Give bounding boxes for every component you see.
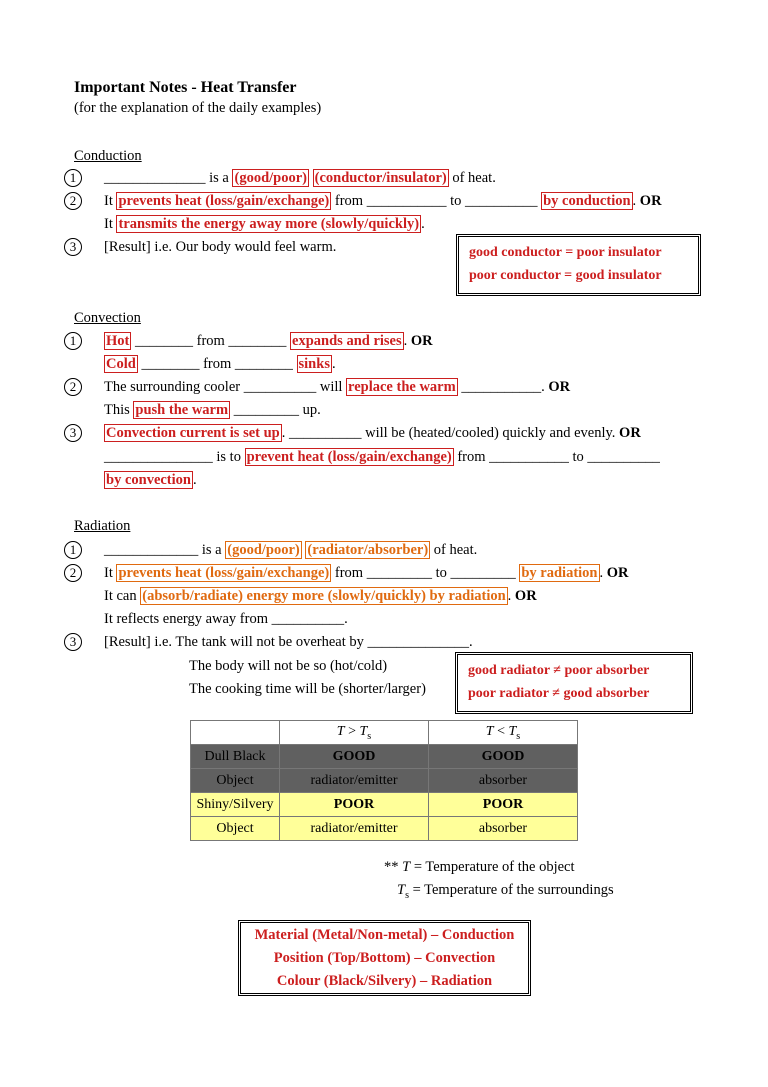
text: . (599, 565, 607, 581)
convection-line-2 (104, 354, 336, 374)
radiation-result-cooking: The cooking time will be (shorter/larger) (189, 681, 426, 697)
keyword-by-radiation: by radiation (521, 565, 598, 581)
radiation-line-2 (104, 563, 629, 583)
radiation-line-1 (104, 540, 477, 560)
keyword-conductor-insulator: (conductor/insulator) (314, 170, 447, 186)
convection-line-4 (104, 400, 321, 420)
table-cell: GOOD (429, 745, 578, 769)
text: ________ from ________ (131, 333, 291, 349)
convection-line-6 (104, 447, 660, 467)
keyword-expands-rises: expands and rises (292, 333, 402, 349)
keyword-prevents-heat: prevents heat (loss/gain/exchange) (118, 565, 330, 581)
table-cell: Shiny/Silvery (191, 793, 280, 817)
text: T (397, 882, 406, 898)
table-row (191, 817, 578, 841)
table-cell: absorber (429, 769, 578, 793)
page-subtitle: (for the explanation of the daily examples) (74, 100, 322, 116)
radiation-table (190, 720, 578, 841)
text: . (331, 356, 336, 372)
text: of heat. (448, 170, 496, 186)
text: It (104, 216, 117, 232)
text: _______________ is to (104, 449, 245, 465)
radiation-result-body: The body will not be so (hot/cold) (189, 658, 388, 674)
keyword-sinks: sinks (298, 356, 330, 372)
text: s (516, 730, 521, 742)
text: It (104, 565, 117, 581)
conduction-number-3: 3 (64, 238, 82, 256)
text: ___________. (457, 379, 549, 395)
table-header-row (191, 721, 578, 745)
table-cell: radiator/emitter (280, 817, 429, 841)
table-cell: Dull Black (191, 745, 280, 769)
text: ______________ is a (104, 170, 233, 186)
table-cell: GOOD (280, 745, 429, 769)
text: _____________ is a (104, 542, 226, 558)
keyword-convection-current: Convection current is set up (106, 425, 280, 441)
box-line-1: good radiator ≠ poor absorber (468, 663, 650, 678)
text: s (367, 730, 372, 742)
convection-number-1: 1 (64, 332, 82, 350)
text: s (405, 889, 409, 901)
page-title: Important Notes - Heat Transfer (74, 79, 297, 96)
radiation-result: [Result] i.e. The tank will not be overheat by ______________. (104, 634, 473, 650)
table-header-empty (191, 721, 280, 745)
or-label: OR (606, 565, 629, 581)
table-header-cold (429, 721, 578, 745)
text: . __________ will be (heated/cooled) quickly and evenly. (281, 425, 620, 441)
conduction-heading: Conduction (74, 148, 142, 164)
radiation-heading: Radiation (74, 518, 131, 534)
keyword-cold: Cold (106, 356, 136, 372)
keyword-prevents-heat: prevents heat (loss/gain/exchange) (118, 193, 330, 209)
keyword-hot: Hot (106, 333, 130, 349)
keyword-by-convection: by convection (106, 472, 191, 488)
conduction-line-1 (104, 168, 496, 188)
summary-line-3: Colour (Black/Silvery) – Radiation (276, 973, 493, 989)
text: . (632, 193, 640, 209)
conduction-number-2: 2 (64, 192, 82, 210)
radiator-absorber-box (455, 652, 693, 714)
radiation-number-2: 2 (64, 564, 82, 582)
summary-line-2: Position (Top/Bottom) – Convection (273, 950, 496, 966)
box-line-1: good conductor = poor insulator (469, 245, 662, 260)
text: from ___________ to __________ (331, 193, 542, 209)
radiation-line-3 (104, 586, 537, 606)
conduction-result: [Result] i.e. Our body would feel warm. (104, 239, 337, 255)
or-label: OR (514, 588, 537, 604)
keyword-good-poor: (good/poor) (234, 170, 307, 186)
text: from _________ to _________ (331, 565, 520, 581)
conductor-insulator-box (456, 234, 701, 296)
or-label: OR (410, 333, 433, 349)
text: T (359, 723, 368, 739)
keyword-good-poor: (good/poor) (227, 542, 300, 558)
conduction-number-1: 1 (64, 169, 82, 187)
or-label: OR (639, 193, 662, 209)
keyword-absorb-radiate: (absorb/radiate) energy more (slowly/quickly) by radiation (142, 588, 506, 604)
keyword-push-warm: push the warm (135, 402, 229, 418)
keyword-radiator-absorber: (radiator/absorber) (307, 542, 429, 558)
text: . (403, 333, 411, 349)
footnote-t (384, 857, 575, 877)
footnote-ts (397, 880, 614, 906)
text: = Temperature of the surroundings (408, 882, 614, 898)
text: T (336, 723, 345, 739)
box-line-2: poor radiator ≠ good absorber (468, 686, 650, 701)
convection-line-1 (104, 331, 433, 351)
table-cell: POOR (280, 793, 429, 817)
text: ________ from ________ (137, 356, 297, 372)
text: This (104, 402, 134, 418)
keyword-replace-warm: replace the warm (348, 379, 456, 395)
conduction-line-3 (104, 214, 425, 234)
or-label: OR (619, 425, 641, 441)
text: It (104, 193, 117, 209)
text: It can (104, 588, 141, 604)
convection-number-2: 2 (64, 378, 82, 396)
summary-line-1: Material (Metal/Non-metal) – Conduction (254, 927, 515, 943)
convection-number-3: 3 (64, 424, 82, 442)
radiation-line-4: It reflects energy away from __________. (104, 611, 348, 627)
keyword-prevent-heat: prevent heat (loss/gain/exchange) (246, 449, 452, 465)
conduction-line-2 (104, 191, 662, 211)
table-cell: absorber (429, 817, 578, 841)
text: . (192, 472, 197, 488)
text: . (421, 216, 425, 232)
table-cell: POOR (429, 793, 578, 817)
text: from ___________ to __________ (453, 449, 660, 465)
text: The surrounding cooler __________ will (104, 379, 347, 395)
table-row (191, 793, 578, 817)
table-row (191, 745, 578, 769)
text: T (508, 723, 517, 739)
convection-line-7 (104, 470, 197, 490)
text: . (507, 588, 515, 604)
table-cell: radiator/emitter (280, 769, 429, 793)
radiation-number-3: 3 (64, 633, 82, 651)
keyword-transmits-energy: transmits the energy away more (slowly/quickly) (118, 216, 420, 232)
text: of heat. (430, 542, 478, 558)
table-cell: Object (191, 817, 280, 841)
text: < (493, 723, 509, 739)
text: = Temperature of the object (410, 859, 575, 875)
text: > (344, 723, 360, 739)
radiation-number-1: 1 (64, 541, 82, 559)
summary-box (238, 920, 531, 996)
text: T (402, 859, 411, 875)
table-cell: Object (191, 769, 280, 793)
keyword-by-conduction: by conduction (543, 193, 631, 209)
convection-heading: Convection (74, 310, 141, 326)
text: T (485, 723, 494, 739)
text: ** (384, 859, 403, 875)
text: _________ up. (230, 402, 321, 418)
convection-line-3 (104, 377, 570, 397)
table-row (191, 769, 578, 793)
or-label: OR (548, 379, 571, 395)
convection-line-5 (104, 423, 641, 443)
box-line-2: poor conductor = good insulator (469, 268, 662, 283)
table-header-hot (280, 721, 429, 745)
